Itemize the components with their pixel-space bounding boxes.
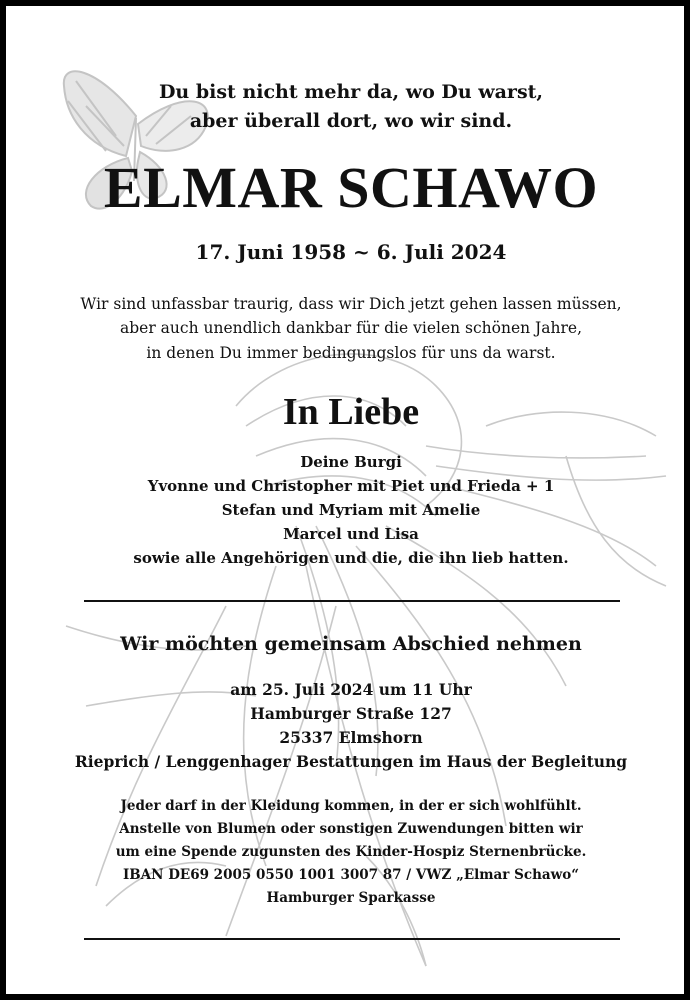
divider-top [84, 600, 620, 602]
obituary-content [6, 6, 690, 1000]
message-line-3: in denen Du immer bedingungslos für uns da warst. [146, 344, 556, 362]
note-line-2: Anstelle von Blumen oder sonstigen Zuwendungen bitten wir [119, 821, 583, 837]
message-line-1: Wir sind unfassbar traurig, dass wir Dich jetzt gehen lassen müssen, [80, 295, 622, 313]
farewell-date: am 25. Juli 2024 um 11 Uhr [230, 680, 472, 699]
message-line-2: aber auch unendlich dankbar für die vielen schönen Jahre, [120, 319, 582, 337]
life-dates: 17. Juni 1958 ~ 6. Juli 2024 [195, 240, 507, 264]
divider-bottom [84, 938, 620, 940]
farewell-street: Hamburger Straße 127 [250, 704, 452, 723]
family-line-2: Yvonne und Christopher mit Piet und Frieda + 1 [147, 477, 555, 495]
family-line-5: sowie alle Angehörigen und die, die ihn lieb hatten. [133, 549, 569, 567]
note-line-3: um eine Spende zugunsten des Kinder-Hospiz Sternenbrücke. [115, 844, 587, 860]
family-line-1: Deine Burgi [300, 453, 402, 471]
motto-line-2: aber überall dort, wo wir sind. [189, 110, 513, 132]
motto-line-1: Du bist nicht mehr da, wo Du warst, [158, 81, 544, 103]
note-bank: Hamburger Sparkasse [266, 890, 436, 906]
deceased-name: ELMAR SCHAWO [103, 155, 599, 220]
family-line-3: Stefan und Myriam mit Amelie [221, 501, 481, 519]
farewell-city: 25337 Elmshorn [279, 728, 423, 747]
note-iban: IBAN DE69 2005 0550 1001 3007 87 / VWZ „Elmar Schawo“ [122, 867, 580, 883]
farewell-venue: Rieprich / Lenggenhager Bestattungen im Haus der Begleitung [74, 752, 628, 771]
note-line-1: Jeder darf in der Kleidung kommen, in der er sich wohlfühlt. [120, 798, 582, 814]
family-line-4: Marcel und Lisa [283, 525, 419, 543]
farewell-heading: Wir möchten gemeinsam Abschied nehmen [120, 633, 582, 655]
in-love-heading: In Liebe [282, 391, 420, 433]
